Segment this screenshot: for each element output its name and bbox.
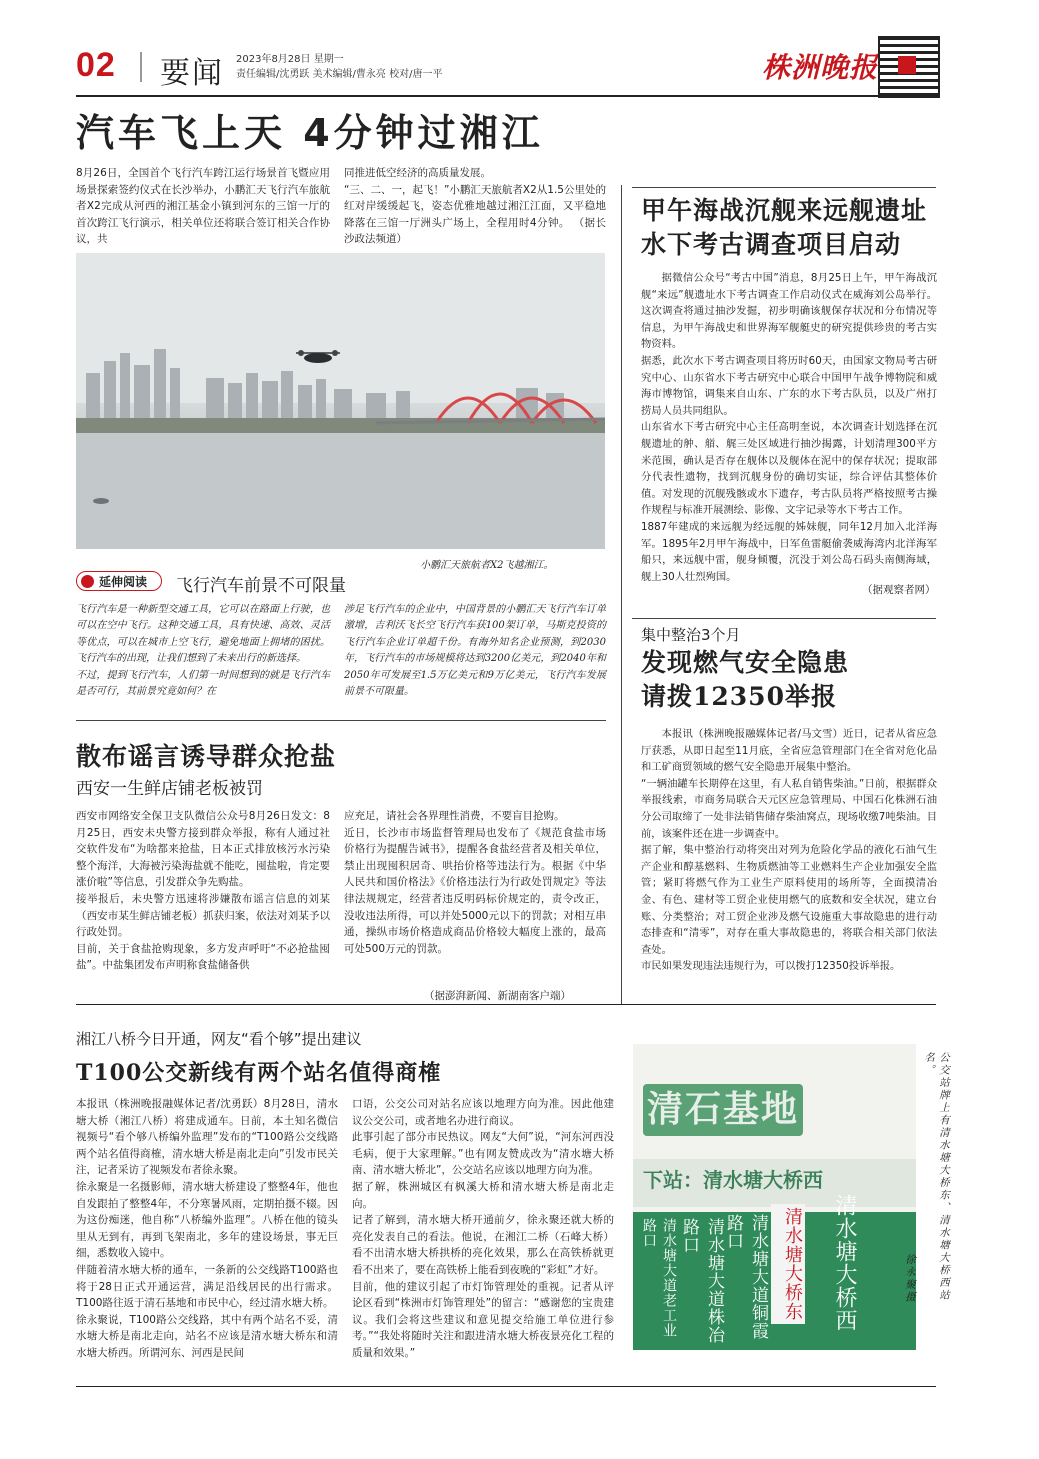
- article5-kicker: 湘江八桥今日开通，网友“看个够”提出建议: [76, 1030, 362, 1048]
- sign-route: 下站：清水塘大桥西: [643, 1168, 823, 1192]
- stop-2: 清水塘大道株冶路口: [679, 1218, 724, 1344]
- divider: [632, 187, 936, 188]
- article4-source: （据澎湃新闻、新湖南客户端）: [424, 990, 571, 1002]
- date-line: 2023年8月28日 星期一: [236, 54, 344, 65]
- editors-line: 责任编辑/沈勇跃 美术编辑/曹永亮 校对/唐一平: [236, 69, 443, 80]
- article5-col1: 本报讯（株洲晚报融媒体记者/沈勇跃）8月28日，清水塘大桥（湘江八桥）将建成通车。日前，本土知名微信视频号“看个够八桥编外监理”发布的“T100路公交线路两个站名值得商榷，清水塘大桥是南北走向”引发市民关注，记者采访了视频发布者徐永聚。 徐永聚是一名摄影师，清水塘大桥建设了整整4年，他也自发跟拍了整整4年，不分寒暑风雨，定期拍摄不辍。因为这份痴迷，他自称“八桥编外监理”。八桥在他的镜头里从无到有，再到飞架南北，多年的建设场景，事无巨细，悉数收入镜中。 伴随着清水塘大桥的通车，一条新的公交线路T100路也将于28日正式开通运营，满足沿线居民的出行需求。T100路往返于清石基地和市民中心，经过清水塘大桥。 徐永聚说，T100路公交线路，其中有两个站名不妥，清水塘大桥是南北走向，站名不应该是清水塘大桥东和清水塘大桥西。所谓河东、河西是民间: [76, 1098, 338, 1359]
- extended-col1: 飞行汽车是一种新型交通工具，它可以在路面上行驶，也可以在空中飞行。这种交通工具，具有快速、高效、灵活等优点，可以在城市上空飞行，避免地面上拥堵的困扰。飞行汽车的出现，让我们想到了未来出行的新选择。 不过，提到飞行汽车，人们第一时间想到的就是飞行汽车是否可行，其前景究竟如何？在: [76, 604, 330, 698]
- article3-body: 本报讯（株洲晚报融媒体记者/马文雪）近日，记者从省应急厅获悉，从即日起至11月底，全省应急管理部门在全省对危化品和工矿商贸领域的燃气安全隐患开展集中整治。 “一辆油罐车长期停在这里，有人私自销售柴油。”日前，根据群众举报线索，市商务局联合天元区应急管理局、中国石化株洲石油分公司取缔了一处非法销售储存柴油窝点，现场收缴7吨柴油。目前，该案件还在进一步调查中。 据了解，集中整治行动将突出对列为危险化学品的液化石油气生产企业和醇基燃料、生物质燃油等工业燃料生产企业加强安全监管；紧盯将燃气作为工业生产原料使用的场所等，全面摸清冶金、有色、建材等工贸企业使用燃气的底数和安全状况，建立台账、分类整治；对工贸企业涉及燃气设施重大事故隐患的进行动态排查和“清零”，对存在重大事故隐患的，将联合相关部门依法查处。 市民如果发现违法违规行为，可以拨打12350投诉举报。: [641, 728, 937, 973]
- sign-title: 清石基地: [643, 1084, 803, 1136]
- article4-subhead: 西安一生鲜店铺老板被罚: [76, 779, 263, 799]
- article4-col2: 应充足，请社会各界理性消费，不要盲目抢购。 近日，长沙市市场监督管理局也发布了《规范食盐市场价格行为提醒告诫书》，提醒各食盐经营者及相关单位，禁止出现囤积居奇、哄抬价格等违法行为。根据《中华人民共和国价格法》《价格违法行为行政处罚规定》等法律法规规定，经营者违反明码标价规定的，责令改正，没收违法所得，可以并处5000元以下的罚款；对相互串通，操纵市场价格造成商品价格较大幅度上涨的，最高可处500万元的罚款。: [344, 810, 606, 955]
- article5-photo-caption: 公交站牌上有清水塘大桥东、清水塘大桥西站名。: [923, 1052, 950, 1302]
- extended-title: 飞行汽车前景不可限量: [176, 576, 346, 596]
- article2-headline: 甲午海战沉舰来远舰遗址 水下考古调查项目启动: [641, 196, 928, 259]
- river-scene-illustration: [76, 253, 605, 549]
- article5-photo-credit: 徐永聚摄: [904, 1254, 916, 1304]
- article5-headline: T100公交新线有两个站名值得商榷: [76, 1060, 442, 1086]
- flying-car-photo: [76, 253, 605, 549]
- header-rule: [76, 95, 936, 97]
- section-title: 要闻: [160, 56, 224, 91]
- article4-col1: 西安市网络安全保卫支队微信公众号8月26日发文：8月25日，西安未央警方接到群众举报，称有人通过社交软件发布“为啥都来抢盐，日本正式排放核污水污染整个海洋，大海被污染海盐就不能吃，囤盐啦，肯定要涨价啦”等信息，引发群众争先购盐。 接举报后，未央警方迅速将涉嫌散布谣言信息的刘某（西安市某生鲜店铺老板）抓获归案，依法对刘某予以行政处罚。 目前，关于食盐抢购现象，多方发声呼吁“不必抢盐囤盐”。中盐集团发布声明称食盐储备供: [76, 810, 330, 972]
- extended-reading-badge: [76, 571, 162, 591]
- footer-rule: [76, 1386, 936, 1387]
- stop-5: 清水塘大桥西: [832, 1194, 857, 1332]
- masthead-logo: 株洲晚报: [762, 51, 879, 84]
- badge-label: 延伸阅读: [99, 575, 148, 589]
- article1-headline: 汽车飞上天 4分钟过湘江: [76, 111, 544, 155]
- stop-4-current: 清水塘大桥东: [771, 1204, 805, 1324]
- qr-code-icon: [878, 36, 940, 98]
- divider: [76, 720, 606, 721]
- boat-icon: [93, 498, 109, 504]
- divider: [632, 618, 936, 619]
- column-divider: [621, 185, 622, 1005]
- header-meta: [236, 52, 536, 82]
- header-divider: [140, 52, 142, 82]
- article5-col2: 口语，公交公司对站名应该以地理方向为准。因此他建议公交公司，或者地名办进行商议。 此事引起了部分市民热议。网友“大何”说，“河东河西没毛病，便于大家理解。”也有网友赞成改为“清水塘大桥南、清水塘大桥北”，公交站名应该以地理方向为准。 据了解，株洲城区有枫溪大桥和清水塘大桥是南北走向。 记者了解到，清水塘大桥开通前夕，徐永聚还就大桥的亮化发表自己的看法。他说，在湘江二桥（石峰大桥）看不出清水塘大桥拱桥的亮化效果，那么在高铁桥就更看不出来了，要在高铁桥上能看到夜晚的“彩虹”才好。 目前，他的建议引起了市灯饰管理处的重视。记者从评论区看到“株洲市灯饰管理处”的留言：“感谢您的宝贵建议。我们会将这些建议和意见提交给施工单位进行参考。”“我处将随时关注和跟进清水塘大桥夜景亮化工程的质量和效果。”: [352, 1098, 614, 1359]
- section-divider: [76, 1004, 936, 1005]
- stop-1: 清水塘大道老工业路口: [641, 1218, 677, 1338]
- page-number: 02: [76, 46, 116, 84]
- stop-3: 清水塘大道铜霞路口: [723, 1214, 768, 1340]
- article3-headline: 发现燃气安全隐患 请拨12350举报: [641, 648, 850, 711]
- article2-body: 据微信公众号“考古中国”消息，8月25日上午，甲午海战沉舰“来远”舰遗址水下考古调查工作启动仪式在威海刘公岛举行。这次调查将通过抽沙发掘，初步明确该舰保存状况和分布情况等信息，为甲午海战史和世界海军舰艇史的研究提供珍贵的考古实物资料。 据悉，此次水下考古调查项目将历时60天，由国家文物局考古研究中心、山东省水下考古研究中心联合中国甲午战争博物院和威海市博物馆，调集来自山东、广东的水下考古队员，以及广州打捞局人员共同组队。 山东省水下考古研究中心主任高明奎说，本次调查计划选择在沉舰遗址的舯、艏、艉三处区域进行抽沙揭露，计划清理300平方米范围，确认是否存在舰体以及舰体在泥中的保存状况；提取部分代表性遗物，找到沉舰身份的确切实证，综合评估其整体价值。对发现的沉舰残骸或水下遗存，考古队员将严格按照考古操作规程与标准开展测绘、影像、文字记录等水下考古工作。 1887年建成的来远舰为经远舰的姊妹舰，同年12月加入北洋海军。1895年2月甲午海战中，日军鱼雷艇偷袭威海湾内北洋海军船只，来远舰中雷，舰身倾覆，沉没于刘公岛石码头南侧海域，舰上30人壮烈殉国。: [641, 272, 937, 583]
- article3-kicker: 集中整治3个月: [641, 626, 741, 644]
- circle-icon: [81, 575, 94, 588]
- article4-headline: 散布谣言诱导群众抢盐: [76, 742, 337, 771]
- article1-col2: 同推进低空经济的高质量发展。 “三、二、一，起飞！”小鹏汇天旅航者X2从1.5公里处的红对岸缓缓起飞，姿态优雅地越过湘江江面，又平稳地降落在三馆一厅洲头广场上，全程用时4分钟。 （据长沙政法频道）: [344, 167, 606, 246]
- article1-col1: 8月26日，全国首个飞行汽车跨江运行场景首飞暨应用场景探索签约仪式在长沙举办，小鹏汇天飞行汽车旅航者X2完成从河西的湘江基金小镇到河东的三馆一厅的首次跨江飞行演示，相关单位还将联合签订相关合作协议，共: [76, 167, 330, 246]
- extended-col2: 涉足飞行汽车的企业中，中国背景的小鹏汇天飞行汽车订单激增，吉利沃飞长空飞行汽车获100架订单，马斯克投资的飞行汽车企业订单超千份。有海外知名企业预测，到2030年，飞行汽车的市场规模将达到3200亿美元，到2040年和2050年可发展至1.5万亿美元和9万亿美元，飞行汽车发展前景不可限量。: [344, 604, 606, 698]
- article1-photo-caption: 小鹏汇天旅航者X2飞越湘江。: [420, 560, 554, 571]
- article2-source: （据观察者网）: [862, 584, 936, 596]
- bus-sign-photo: [633, 1044, 916, 1350]
